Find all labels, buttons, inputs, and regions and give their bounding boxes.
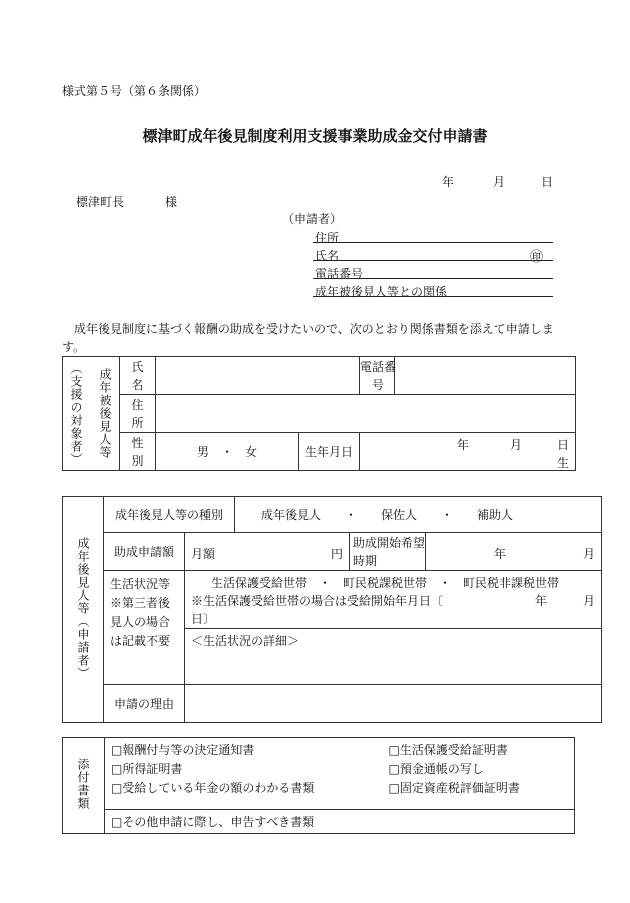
- ward-sex-options[interactable]: 男 ・ 女: [156, 433, 299, 471]
- attachments-table: [62, 737, 575, 834]
- ward-name-label: 氏名: [120, 357, 156, 395]
- seal-mark: ㊞: [530, 250, 544, 265]
- attachments-right-list: [383, 738, 575, 810]
- guardian-type-label: 成年後見人等の種別: [104, 497, 235, 533]
- applicant-phone-line[interactable]: [313, 278, 553, 279]
- guardian-start-field[interactable]: 年 月: [426, 533, 602, 571]
- addressee-honorific: 様: [165, 195, 178, 209]
- guardian-amount-field[interactable]: 月額 円: [185, 533, 350, 571]
- guardian-reason-label: 申請の理由: [104, 685, 185, 723]
- applicant-name-label: 氏名: [315, 249, 340, 263]
- attachment-item[interactable]: □預金通帳の写し: [388, 762, 484, 776]
- applicant-phone-label: 電話番号: [315, 267, 364, 281]
- guardian-living-label: 生活状況等 ※第三者後見人の場合は記載不要: [104, 571, 185, 685]
- addressee-name: 標津町長: [76, 195, 125, 209]
- attachment-item[interactable]: □固定資産税評価証明書: [388, 781, 520, 795]
- applicant-relation-line[interactable]: [313, 296, 553, 297]
- guardian-table: [62, 496, 602, 723]
- guardian-start-label: 助成開始希望時期: [350, 533, 426, 571]
- attachment-other-item[interactable]: □その他申請に際し、申告すべき書類: [105, 810, 575, 834]
- attachments-side-label: 添付書類: [63, 738, 105, 834]
- attachment-item[interactable]: □生活保護受給証明書: [388, 743, 508, 757]
- date-day: 日: [541, 175, 554, 189]
- applicant-name-line[interactable]: [313, 260, 553, 261]
- attachment-item[interactable]: □受給している年金の額のわかる書類: [111, 781, 315, 795]
- guardian-reason-field[interactable]: [185, 685, 602, 723]
- form-number: 様式第５号（第６条関係）: [62, 84, 207, 98]
- ward-birth-field[interactable]: 年 月 日 生: [360, 433, 576, 471]
- ward-birth-label: 生年月日: [299, 433, 360, 471]
- ward-address-label: 住所: [120, 395, 156, 433]
- ward-phone-label: 電話番号: [360, 357, 395, 395]
- attachments-left-list: [105, 738, 383, 810]
- attachment-item[interactable]: □報酬付与等の決定通知書: [111, 743, 255, 757]
- ward-side-label: （支援の対象者） 成年被後見人等: [63, 357, 120, 471]
- ward-phone-field[interactable]: [395, 357, 576, 395]
- guardian-type-options[interactable]: 成年後見人 ・ 保佐人 ・ 補助人: [235, 497, 602, 533]
- guardian-amount-label: 助成申請額: [104, 533, 185, 571]
- applicant-heading: （申請者）: [282, 212, 343, 226]
- applicant-address-label: 住所: [315, 231, 340, 245]
- ward-sex-label: 性別: [120, 433, 156, 471]
- applicant-address-line[interactable]: [313, 242, 553, 243]
- date-year: 年: [442, 175, 455, 189]
- guardian-living-options[interactable]: 生活保護受給世帯 ・ 町民税課税世帯 ・ 町民税非課税世帯 ※生活保護受給世帯の場合は受給開始年月日〔 年 月 日〕: [185, 571, 602, 629]
- ward-address-field[interactable]: [156, 395, 576, 433]
- date-month: 月: [493, 175, 506, 189]
- guardian-side-label: 成年後見人等（申請者）: [63, 497, 104, 723]
- guardian-living-detail[interactable]: ＜生活状況の詳細＞: [185, 629, 602, 685]
- ward-name-field[interactable]: [156, 357, 360, 395]
- applicant-relation-label: 成年被後見人等との関係: [315, 285, 448, 299]
- intro-text: 成年後見制度に基づく報酬の助成を受けたいので、次のとおり関係書類を添えて申請します。: [62, 322, 554, 354]
- ward-table: [62, 356, 576, 471]
- attachment-item[interactable]: □所得証明書: [111, 762, 183, 776]
- page-title: 標津町成年後見制度利用支援事業助成金交付申請書: [142, 127, 488, 145]
